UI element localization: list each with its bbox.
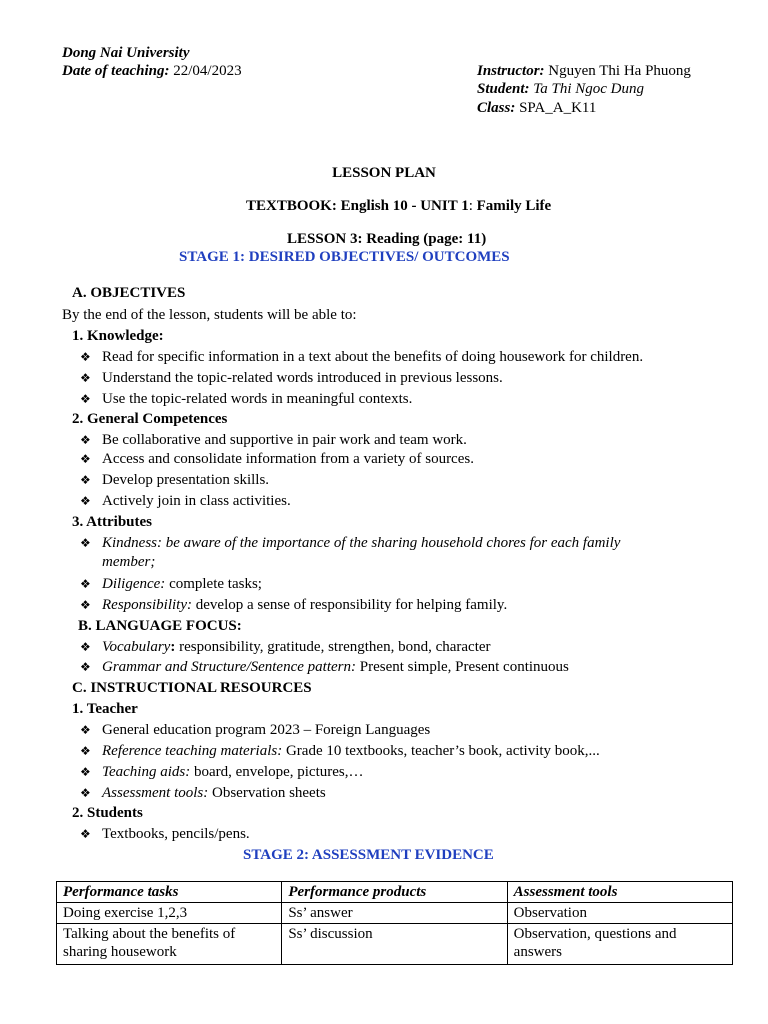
bullet-icon: ❖: [80, 350, 91, 364]
table-cell: Ss’ answer: [282, 903, 507, 924]
list-item: ❖ Be collaborative and supportive in pair work and team work.: [80, 432, 467, 448]
resources-heading: C. INSTRUCTIONAL RESOURCES: [72, 680, 312, 696]
lesson-plan-title: LESSON PLAN: [332, 165, 436, 181]
list-item: ❖ Actively join in class activities.: [80, 493, 291, 509]
stage1-title: STAGE 1: DESIRED OBJECTIVES/ OUTCOMES: [179, 249, 510, 265]
date-value: 22/04/2023: [169, 63, 242, 79]
knowledge-heading: 1. Knowledge:: [72, 328, 164, 344]
list-item: ❖ Kindness: be aware of the importance of the sharing household chores for each family: [80, 535, 621, 551]
list-item: ❖ Responsibility: develop a sense of responsibility for helping family.: [80, 597, 508, 613]
objectives-intro: By the end of the lesson, students will be able to:: [62, 307, 357, 323]
date-label: Date of teaching:: [62, 63, 170, 79]
table-row: [57, 903, 733, 924]
table-cell: Ss’ discussion: [282, 924, 507, 965]
textbook-title: [246, 197, 551, 215]
list-item: ❖ Vocabulary: responsibility, gratitude, strengthen, bond, character: [80, 639, 491, 655]
bullet-icon: ❖: [80, 536, 91, 550]
list-item: ❖ Diligence: complete tasks;: [80, 576, 262, 592]
table-cell: Doing exercise 1,2,3: [57, 903, 282, 924]
students-heading: 2. Students: [72, 805, 143, 821]
column-header: Assessment tools: [507, 882, 732, 903]
textbook-prefix: TEXTBOOK: English 10 - UNIT 1: [246, 198, 469, 214]
bullet-icon: ❖: [80, 433, 91, 447]
student-value: Ta Thi Ngoc Dung: [529, 81, 644, 97]
student: [477, 80, 644, 98]
class-value: SPA_A_K11: [515, 100, 597, 116]
bullet-icon: ❖: [80, 371, 91, 385]
lesson-title: LESSON 3: Reading (page: 11): [287, 231, 487, 247]
list-item: ❖ Reference teaching materials: Grade 10 textbooks, teacher’s book, activity book,...: [80, 743, 600, 759]
bullet-icon: ❖: [80, 392, 91, 406]
list-item: ❖ Grammar and Structure/Sentence pattern: Present simple, Present continuous: [80, 659, 569, 675]
column-header: Performance products: [282, 882, 507, 903]
class-label: Class:: [477, 100, 516, 116]
language-focus-heading: B. LANGUAGE FOCUS:: [78, 618, 242, 634]
bullet-icon: ❖: [80, 598, 91, 612]
competences-heading: 2. General Competences: [72, 411, 228, 427]
bullet-icon: ❖: [80, 786, 91, 800]
objectives-heading: A. OBJECTIVES: [72, 285, 186, 301]
date-of-teaching: [62, 62, 242, 80]
university-name: Dong Nai University: [62, 45, 190, 61]
list-item: ❖ Teaching aids: board, envelope, pictures,…: [80, 764, 364, 780]
table-header-row: [57, 882, 733, 903]
table-cell: Talking about the benefits of sharing housework: [57, 924, 282, 965]
list-item: ❖ General education program 2023 – Foreign Languages: [80, 722, 431, 738]
instructor-value: Nguyen Thi Ha Phuong: [544, 63, 691, 79]
list-item: ❖ Read for specific information in a text about the benefits of doing housework for children.: [80, 349, 644, 365]
teacher-heading: 1. Teacher: [72, 701, 138, 717]
list-item: ❖ Assessment tools: Observation sheets: [80, 785, 326, 801]
bullet-icon: ❖: [80, 577, 91, 591]
instructor-label: Instructor:: [477, 63, 545, 79]
textbook-colon: :: [468, 198, 473, 214]
instructor: [477, 62, 691, 80]
table-cell: Observation: [507, 903, 732, 924]
bullet-icon: ❖: [80, 494, 91, 508]
bullet-icon: ❖: [80, 452, 91, 466]
list-item: ❖ Access and consolidate information from a variety of sources.: [80, 451, 474, 467]
list-item: ❖ Develop presentation skills.: [80, 472, 270, 488]
bullet-icon: ❖: [80, 827, 91, 841]
list-item: ❖ Use the topic-related words in meaningful contexts.: [80, 391, 413, 407]
table-row: [57, 924, 733, 965]
class: [477, 99, 596, 117]
bullet-icon: ❖: [80, 640, 91, 654]
bullet-icon: ❖: [80, 744, 91, 758]
attributes-heading: 3. Attributes: [72, 514, 152, 530]
bullet-icon: ❖: [80, 723, 91, 737]
list-item-continuation: member;: [102, 554, 156, 570]
textbook-suffix: Family Life: [472, 198, 552, 214]
list-item: ❖ Textbooks, pencils/pens.: [80, 826, 250, 842]
stage2-title: STAGE 2: ASSESSMENT EVIDENCE: [243, 847, 494, 863]
assessment-table: [56, 881, 733, 965]
table-cell: Observation, questions and answers: [507, 924, 732, 965]
bullet-icon: ❖: [80, 765, 91, 779]
bullet-icon: ❖: [80, 473, 91, 487]
list-item: ❖ Understand the topic-related words introduced in previous lessons.: [80, 370, 503, 386]
column-header: Performance tasks: [57, 882, 282, 903]
student-label: Student:: [477, 81, 530, 97]
bullet-icon: ❖: [80, 660, 91, 674]
